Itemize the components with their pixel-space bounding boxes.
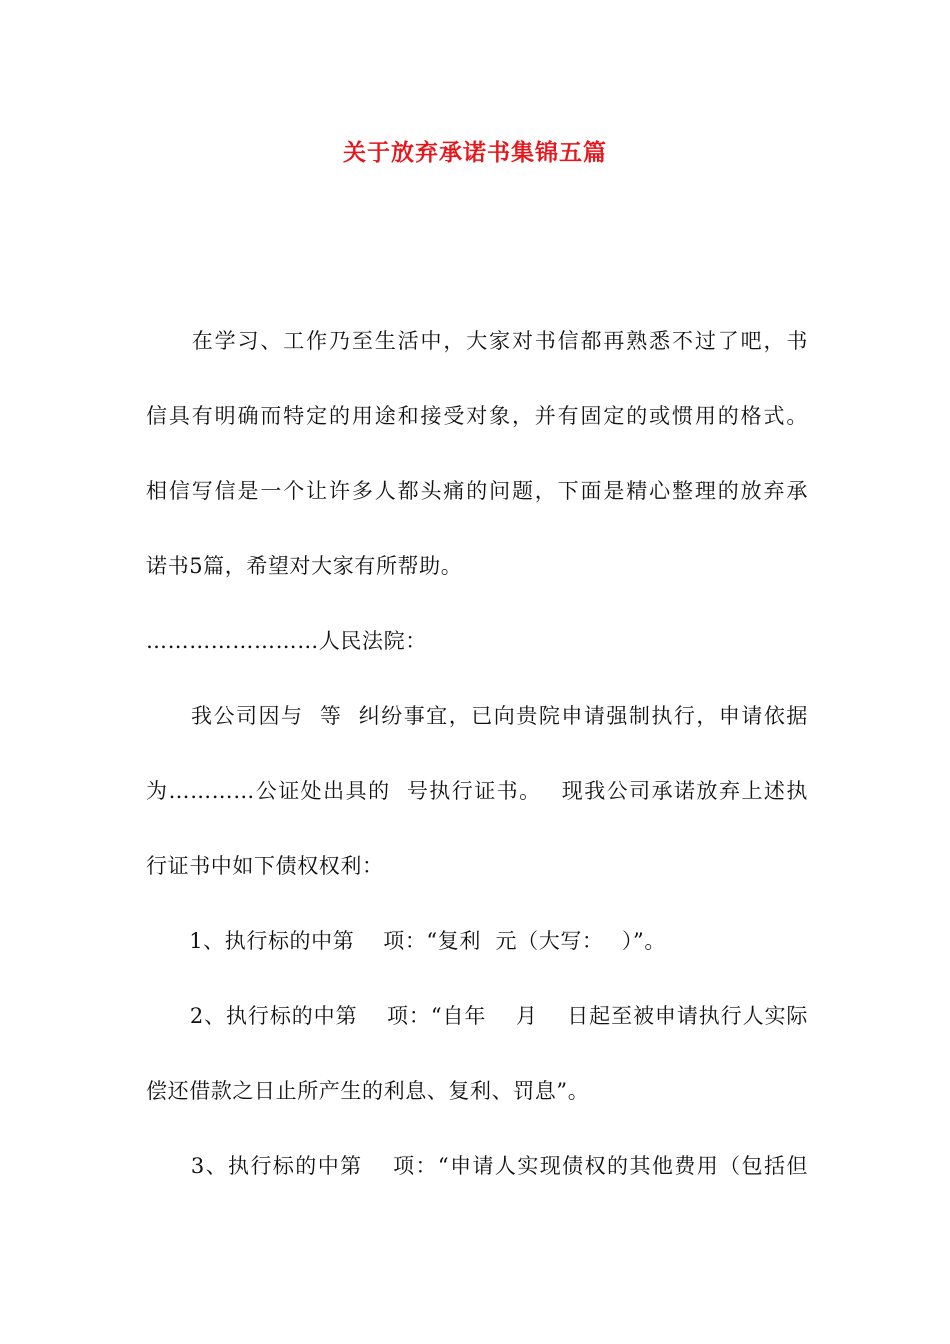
paragraph-line: 我公司因与 等 纠纷事宜，已向贵院申请强制执行，申请依据 xyxy=(146,704,808,728)
paragraph-line: 为…………公证处出具的 号执行证书。 现我公司承诺放弃上述执 xyxy=(146,779,808,803)
paragraph-line: 在学习、工作乃至生活中，大家对书信都再熟悉不过了吧，书 xyxy=(146,329,808,353)
paragraph-line: 信具有明确而特定的用途和接受对象，并有固定的或惯用的格式。 xyxy=(146,404,808,428)
paragraph-line: 相信写信是一个让许多人都头痛的问题，下面是精心整理的放弃承 xyxy=(146,479,808,503)
paragraph-line: 偿还借款之日止所产生的利息、复利、罚息”。 xyxy=(146,1079,590,1103)
paragraph-line: 诺书5篇，希望对大家有所帮助。 xyxy=(146,554,463,578)
paragraph-line: 行证书中如下债权权利： xyxy=(146,854,384,878)
document-body xyxy=(146,318,808,1218)
paragraph-line: 1、执行标的中第 项：“复利 元（大写： ）”。 xyxy=(146,929,666,953)
paragraph-line: ……………………人民法院： xyxy=(146,629,427,653)
document-title: 关于放弃承诺书集锦五篇 xyxy=(343,139,607,166)
paragraph-line: 3、执行标的中第 项：“申请人实现债权的其他费用（包括但 xyxy=(146,1154,808,1178)
paragraph-line: 2、执行标的中第 项：“自年 月 日起至被申请执行人实际 xyxy=(146,1004,808,1028)
